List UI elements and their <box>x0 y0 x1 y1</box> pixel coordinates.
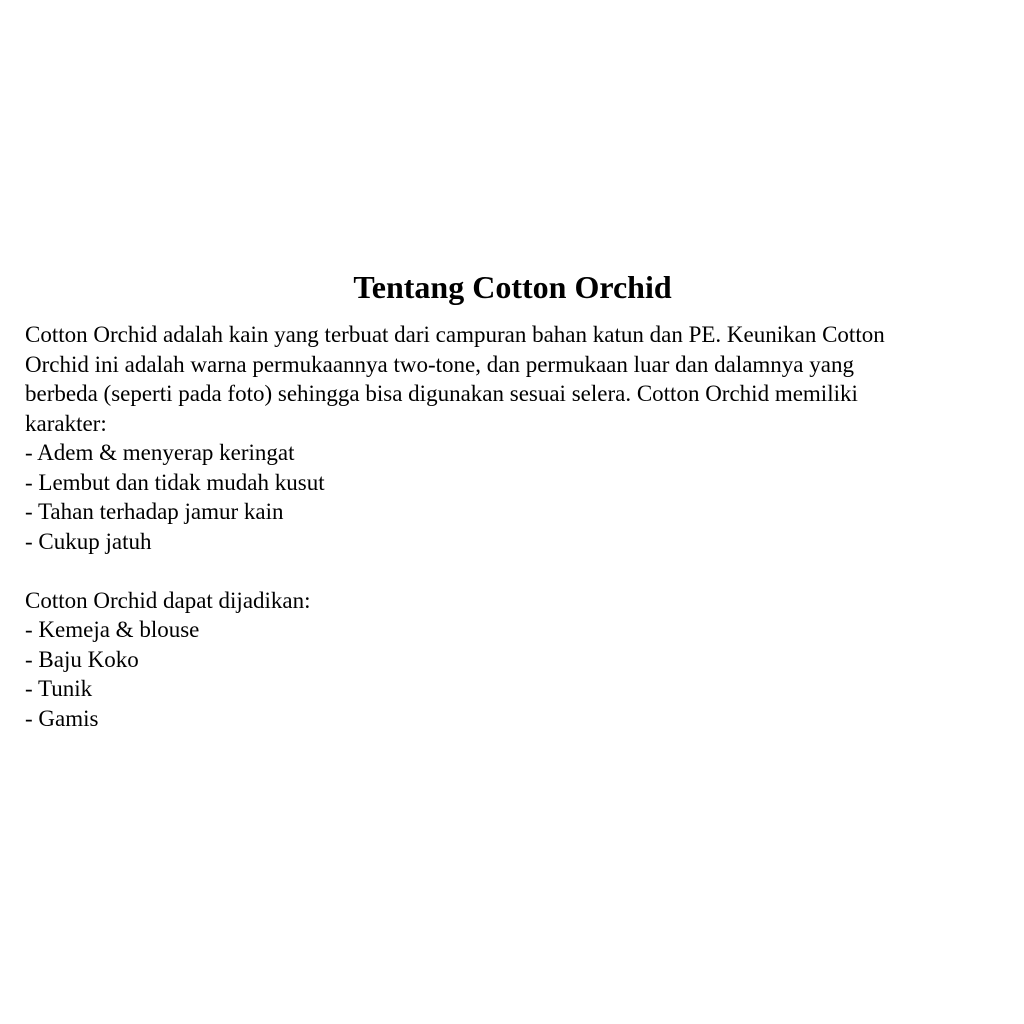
intro-line: karakter: <box>25 410 107 436</box>
intro-line: Cotton Orchid adalah kain yang terbuat dari campuran bahan katun dan PE. Keunikan Cotton <box>25 322 885 347</box>
page-title: Tentang Cotton Orchid <box>353 269 672 305</box>
uses-heading: Cotton Orchid dapat dijadikan: <box>25 587 311 613</box>
characteristics-list <box>25 438 1000 556</box>
list-item: - Baju Koko <box>25 646 139 672</box>
list-item: - Cukup jatuh <box>25 528 152 554</box>
blank-line <box>25 556 1000 586</box>
intro-paragraph <box>25 320 1000 438</box>
list-item: - Gamis <box>25 705 99 731</box>
list-item: - Adem & menyerap keringat <box>25 440 295 465</box>
list-item: - Kemeja & blouse <box>25 617 200 642</box>
intro-line: Orchid ini adalah warna permukaannya two-tone, dan permukaan luar dan dalamnya yang <box>25 351 854 377</box>
description-document <box>25 266 1000 733</box>
list-item: - Tunik <box>25 676 93 701</box>
uses-list <box>25 615 1000 733</box>
list-item: - Tahan terhadap jamur kain <box>25 499 284 524</box>
intro-line: berbeda (seperti pada foto) sehingga bisa digunakan sesuai selera. Cotton Orchid memiliki <box>25 381 858 406</box>
list-item: - Lembut dan tidak mudah kusut <box>25 469 325 495</box>
